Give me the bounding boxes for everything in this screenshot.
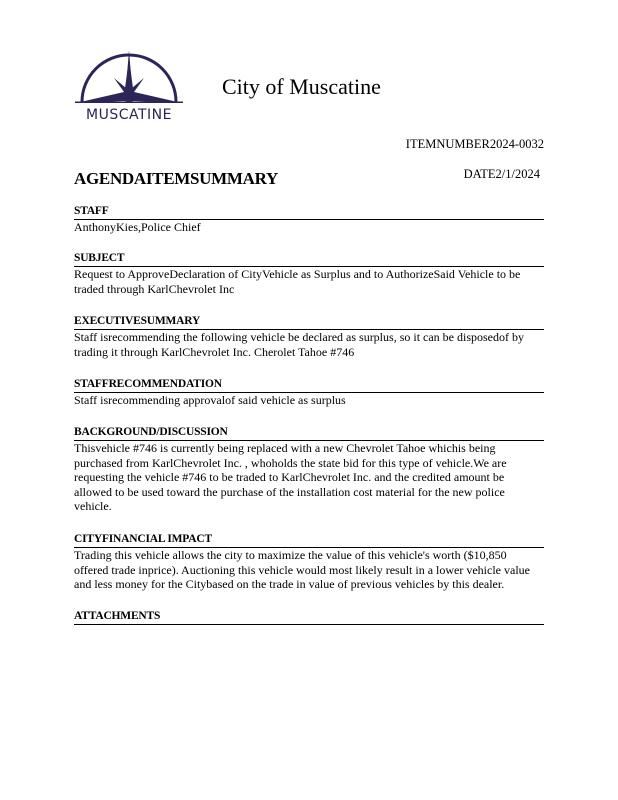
city-logo <box>72 48 186 124</box>
section-heading: CITYFINANCIAL IMPACT <box>74 533 544 548</box>
body-line: AnthonyKies,Police Chief <box>74 220 201 234</box>
body-line: vehicle. <box>74 499 112 514</box>
section-heading: STAFFRECOMMENDATION <box>74 378 544 393</box>
section-body <box>74 548 544 592</box>
section-body <box>74 330 544 359</box>
item-number: ITEMNUMBER2024-0032 <box>405 137 544 151</box>
section-heading: STAFF <box>74 205 544 220</box>
body-line: traded through KarlChevrolet Inc <box>74 281 235 296</box>
section-heading: ATTACHMENTS <box>74 610 544 625</box>
body-line: Staff isrecommending the following vehicle be declared as surplus, so it can be disposedof by <box>74 330 524 344</box>
body-line: offered trade inprice). Auctioning this vehicle would most likely result in a lower vehicle value <box>74 562 530 577</box>
section-heading: EXECUTIVESUMMARY <box>74 315 544 330</box>
body-line: allowed to be used toward the purchase of the installation cost material for the new police <box>74 484 505 499</box>
body-line: trading it through KarlChevrolet Inc. Cherolet Tahoe #746 <box>74 344 355 359</box>
city-title: City of Muscatine <box>222 74 381 99</box>
date: DATE2/1/2024 <box>463 167 540 181</box>
section-heading: SUBJECT <box>74 252 544 267</box>
section-background-discussion <box>74 426 544 514</box>
body-line: Staff isrecommending approvalof said vehicle as surplus <box>74 393 346 407</box>
section-body <box>74 267 544 296</box>
body-line: Request to ApproveDeclaration of CityVehicle as Surplus and to AuthorizeSaid Vehicle to be <box>74 267 521 281</box>
body-line: and less money for the Citybased on the trade in value of previous vehicles by this dealer. <box>74 577 505 592</box>
doc-title: AGENDAITEMSUMMARY <box>74 169 278 188</box>
section-body <box>74 220 544 235</box>
section-staff-recommendation <box>74 378 544 408</box>
section-body <box>74 393 544 408</box>
body-line: requesting the vehicle #746 to be traded to KarlChevrolet Inc. and the credited amount be <box>74 470 505 485</box>
section-city-financial-impact <box>74 533 544 592</box>
section-executive-summary <box>74 315 544 359</box>
section-heading: BACKGROUND/DISCUSSION <box>74 426 544 441</box>
section-subject <box>74 252 544 296</box>
section-attachments <box>74 610 544 625</box>
body-line: Trading this vehicle allows the city to maximize the value of this vehicle's worth ($10,850 <box>74 548 507 562</box>
body-line: Thisvehicle #746 is currently being replaced with a new Chevrolet Tahoe whichis being <box>74 441 496 455</box>
section-body <box>74 441 544 514</box>
logo-text: MUSCATINE <box>86 107 172 123</box>
body-line: purchased from KarlChevrolet Inc. , whoholds the state bid for this type of vehicle.We are <box>74 455 507 470</box>
section-staff <box>74 205 544 235</box>
